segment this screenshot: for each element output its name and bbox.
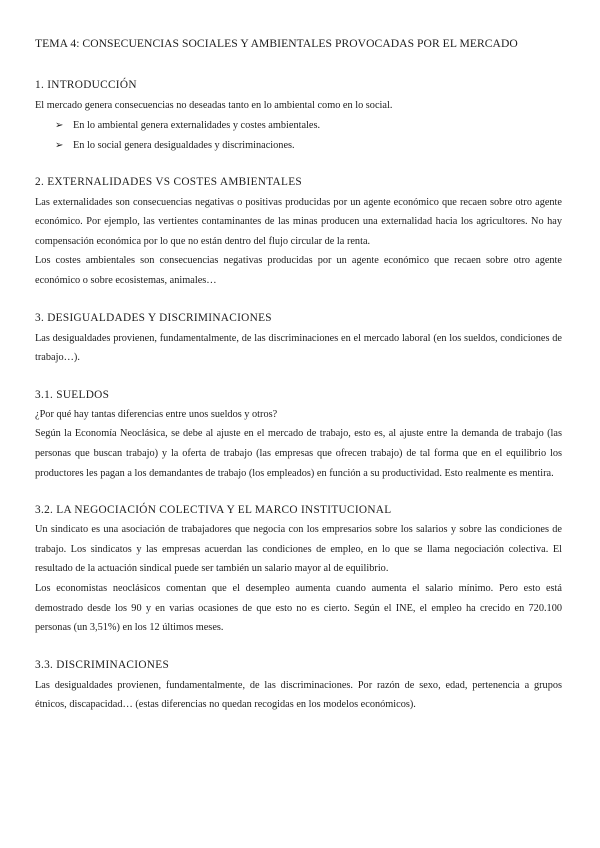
- section-negociacion-colectiva: [35, 502, 562, 638]
- paragraph: Las externalidades son consecuencias negativas o positivas producidas por un agente económico que recaen sobre otro agente económico. Por ejemplo, las vertientes contaminantes de las minas producen una externalidad hacia los agricultores. No hay compensación económica por lo que no están dentro del flujo circular de la renta.: [35, 196, 562, 247]
- section-sueldos: [35, 387, 562, 483]
- arrow-bullet-icon: ➢: [55, 139, 64, 151]
- paragraph: Las desigualdades provienen, fundamentalmente, de las discriminaciones en el mercado laboral (en los sueldos, condiciones de trabajo…).: [35, 332, 562, 364]
- list-item-text: En lo ambiental genera externalidades y costes ambientales.: [73, 119, 321, 131]
- paragraph: Un sindicato es una asociación de trabajadores que negocia con los empresarios sobre los salarios y sobre las condiciones de trabajo. Los sindicatos y las empresas acuerdan las condiciones de empleo, en lo que se llama negociación colectiva. El resultado de la actuación sindical puede ser también un salario mayor al de equilibrio.: [35, 524, 562, 575]
- bullet-list: [35, 116, 562, 156]
- paragraph: Los costes ambientales son consecuencias negativas producidas por un agente económico que recaen sobre otro agente económico o sobre ecosistemas, animales…: [35, 255, 562, 286]
- section-desigualdades: [35, 310, 562, 368]
- section-heading: 1. INTRODUCCIÓN: [35, 79, 137, 91]
- list-item: [55, 136, 562, 156]
- paragraph: El mercado genera consecuencias no deseadas tanto en lo ambiental como en lo social.: [35, 100, 393, 111]
- paragraph: Según la Economía Neoclásica, se debe al ajuste en el mercado de trabajo, esto es, al ajuste entre la demanda de trabajo (las personas que buscan trabajo) y la oferta de trabajo (las empresas que ofrecen trabajo) de tal forma que en el equilibrio los productores les pagan a los demandantes de trabajo (los empleados) en función a su productividad. Esto realmente es mentira.: [35, 428, 562, 479]
- section-heading: 3.1. SUELDOS: [35, 388, 110, 401]
- section-discriminaciones: [35, 657, 562, 715]
- paragraph: Los economistas neoclásicos comentan que el desempleo aumenta cuando aumenta el salario mínimo. Pero esto está demostrado desde los 90 y en varias ocasiones de que esto no es cierto. Según el INE, el empleo ha crecido en 720.100 personas (un 3,51%) en los 12 últimos meses.: [35, 582, 562, 634]
- document-title: TEMA 4: CONSECUENCIAS SOCIALES Y AMBIENTALES PROVOCADAS POR EL MERCADO: [35, 37, 518, 50]
- section-heading: 3.3. DISCRIMINACIONES: [35, 658, 170, 671]
- list-item-text: En lo social genera desigualdades y discriminaciones.: [73, 139, 295, 151]
- arrow-bullet-icon: ➢: [55, 119, 64, 131]
- section-heading: 2. EXTERNALIDADES VS COSTES AMBIENTALES: [35, 175, 302, 188]
- paragraph: Las desigualdades provienen, fundamentalmente, de las discriminaciones. Por razón de sexo, edad, pertenencia a grupos étnicos, discapacidad… (estas diferencias no quedan recogidas en los modelos económicos).: [35, 679, 562, 711]
- section-heading: 3.2. LA NEGOCIACIÓN COLECTIVA Y EL MARCO INSTITUCIONAL: [35, 504, 392, 517]
- list-item: [55, 116, 562, 136]
- section-introduccion: [35, 77, 562, 156]
- section-externalidades: [35, 174, 562, 291]
- paragraph: ¿Por qué hay tantas diferencias entre unos sueldos y otros?: [35, 408, 278, 420]
- section-heading: 3. DESIGUALDADES Y DISCRIMINACIONES: [35, 311, 272, 324]
- document-page: [35, 36, 562, 734]
